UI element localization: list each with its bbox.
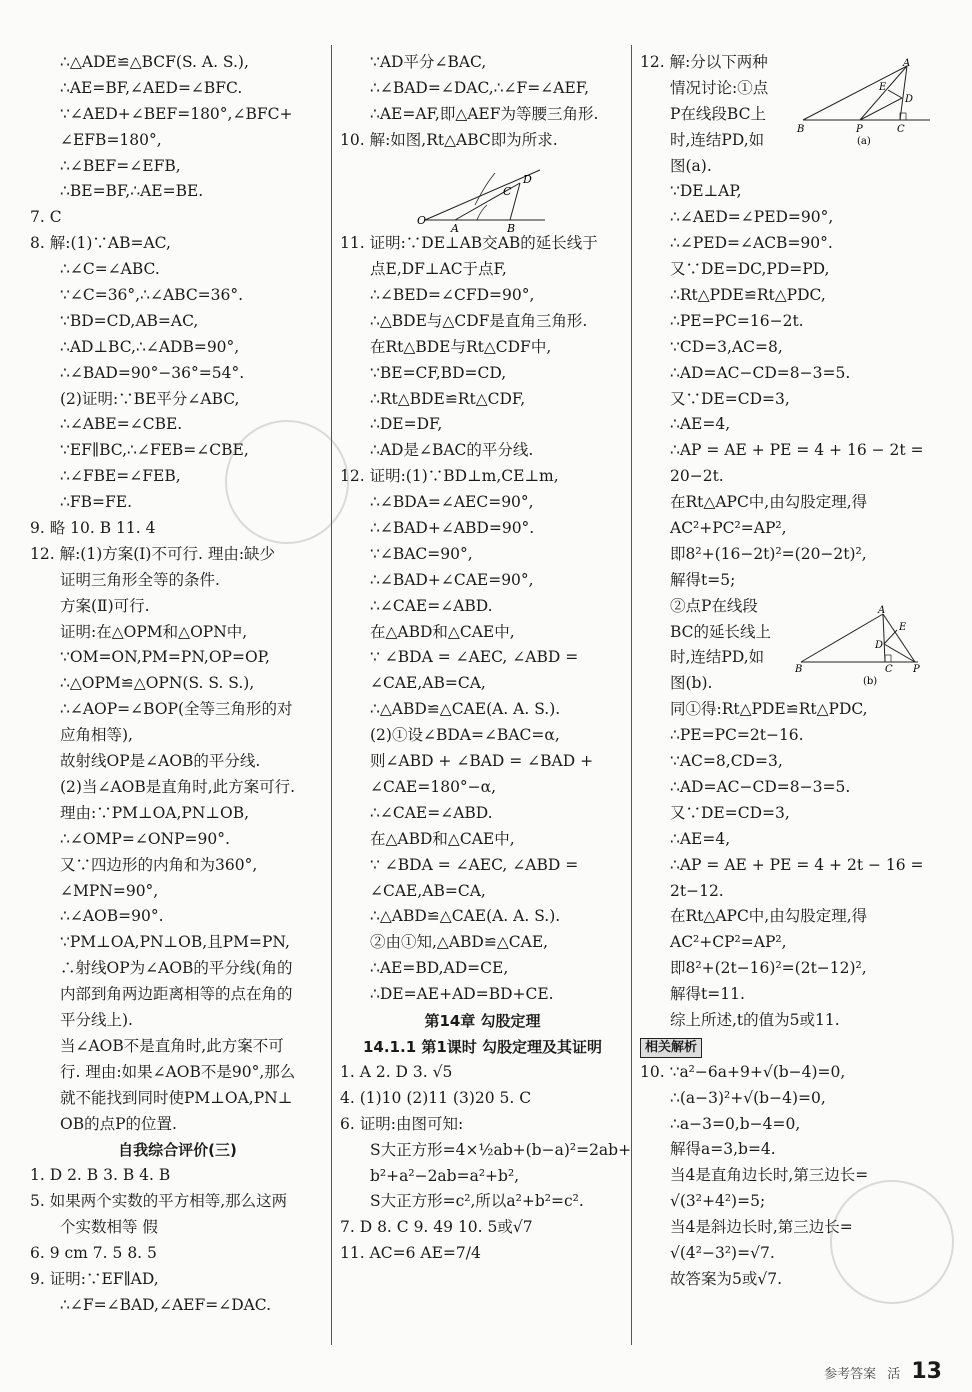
figure-label: P <box>913 664 920 675</box>
answer-line: ∴Rt△PDE≌Rt△PDC, <box>670 286 826 305</box>
footer-label: 参考答案 <box>824 1367 877 1382</box>
answer-line: 11. AC=6 AE=7/4 <box>340 1244 481 1263</box>
answer-line: ∴△ABD≌△CAE(A. A. S.). <box>370 700 561 719</box>
answer-line: ∴AE=AF,即△AEF为等腰三角形. <box>370 104 599 123</box>
answer-line: ∠EFB=180°, <box>60 130 162 149</box>
figure-b <box>793 604 933 690</box>
watermark-stamp <box>225 420 349 544</box>
answer-line: ∴△OPM≌△OPN(S. S. S.), <box>60 674 255 693</box>
answer-line: ∴FB=FE. <box>60 493 132 512</box>
answer-line: 时,连结PD,如 <box>670 648 765 667</box>
answer-line: ∵ ∠BDA = ∠AEC, ∠ABD = <box>370 855 579 874</box>
answer-line: ∴AD=AC−CD=8−3=5. <box>670 777 851 796</box>
answer-line: ∴PE=PC=16−2t. <box>670 311 804 330</box>
answer-line: 又∵四边形的内角和为360°, <box>60 855 258 874</box>
answer-line: AC²+PC²=AP², <box>670 519 787 538</box>
answer-line: 12. 解:分以下两种 <box>640 53 768 71</box>
answer-line: 即8²+(2t−16)²=(2t−12)², <box>670 959 867 978</box>
answer-line: 当4是直角边长时,第三边长= <box>670 1166 869 1185</box>
answer-line: ∵DE⊥AP, <box>670 182 742 201</box>
answer-line: ∵AC=8,CD=3, <box>670 752 783 771</box>
answer-line: 20−2t. <box>670 467 724 486</box>
figure-label: A <box>903 58 911 69</box>
answer-line: 10. ∵a²−6a+9+√(b−4)=0, <box>640 1062 846 1081</box>
answer-line: 个实数相等 假 <box>60 1218 158 1237</box>
answer-line: 解得a=3,b=4. <box>670 1140 776 1159</box>
answer-line: 则∠ABD + ∠BAD = ∠BAD + <box>370 752 594 771</box>
answer-line: ∴∠CAE=∠ABD. <box>370 803 493 822</box>
answer-line: ∴射线OP为∠AOB的平分线(角的 <box>60 959 293 978</box>
answer-line: ∵OM=ON,PM=PN,OP=OP, <box>60 648 270 667</box>
answer-line: ∴(a−3)²+√(b−4)=0, <box>670 1088 826 1107</box>
answer-line: BC的延长线上 <box>670 622 772 641</box>
answer-line: ∴△BDE与△CDF是直角三角形. <box>370 311 588 330</box>
footer-sub: 活 <box>887 1367 901 1382</box>
answer-line: 1. A 2. D 3. √5 <box>340 1062 453 1081</box>
answer-line: 12. 证明:(1)∵BD⊥m,CE⊥m, <box>340 467 559 486</box>
section-tag: 相关解析 <box>640 1038 702 1058</box>
answer-line: 4. (1)10 (2)11 (3)20 5. C <box>340 1088 532 1107</box>
answer-line: S大正方形=4×½ab+(b−a)²=2ab+ <box>370 1140 632 1159</box>
tag-row <box>640 1034 940 1060</box>
answer-line: 行. 理由:如果∠AOB不是90°,那么 <box>60 1062 296 1081</box>
answer-line: ∴PE=PC=2t−16. <box>670 726 804 745</box>
answer-line: ∵CD=3,AC=8, <box>670 337 783 356</box>
answer-line: ∠CAE,AB=CA, <box>370 881 486 900</box>
figure-label: B <box>797 124 805 135</box>
answer-line: S大正方形=c²,所以a²+b²=c². <box>370 1192 584 1211</box>
figure-label: E <box>879 82 887 93</box>
answer-line: ∴∠BEF=∠EFB, <box>60 156 181 175</box>
answer-line: ∵PM⊥OA,PN⊥OB,且PM=PN, <box>60 933 290 952</box>
answer-line: ∴∠OMP=∠ONP=90°. <box>60 829 230 848</box>
answer-line: ∴AE=BD,AD=CE, <box>370 959 509 978</box>
answer-line: (2)证明:∵BE平分∠ABC, <box>60 389 240 408</box>
answer-line: 时,连结PD,如 <box>670 130 765 149</box>
answer-line: (2)当∠AOB是直角时,此方案可行. <box>60 777 296 796</box>
answer-line: ∴AE=BF,∠AED=∠BFC. <box>60 78 243 97</box>
answer-line: 综上所述,t的值为5或11. <box>670 1010 840 1029</box>
figure-label: D <box>523 173 532 186</box>
answer-line: 又∵DE=CD=3, <box>670 803 790 822</box>
answer-line: ∠CAE=180°−α, <box>370 777 497 796</box>
answer-line: 图(a). <box>670 156 712 175</box>
answer-line: ∴Rt△BDE≌Rt△CDF, <box>370 389 526 408</box>
answer-line: 即8²+(16−2t)²=(20−2t)², <box>670 544 867 563</box>
answer-line: ∴DE=DF, <box>370 415 443 434</box>
answer-line: ∵∠C=36°,∴∠ABC=36°. <box>60 286 244 305</box>
answer-line: 当∠AOB不是直角时,此方案不可 <box>60 1036 284 1055</box>
column-divider <box>631 45 632 1345</box>
answer-line: 10. 解:如图,Rt△ABC即为所求. <box>340 130 558 149</box>
answer-line: √(4²−3²)=√7. <box>670 1243 775 1262</box>
answer-line: 点E,DF⊥AC于点F, <box>370 260 507 279</box>
answer-line: √(3²+4²)=5; <box>670 1192 766 1211</box>
answer-line: ∴∠AOP=∠BOP(全等三角形的对 <box>60 700 293 719</box>
figure-label: P <box>856 124 863 135</box>
answer-line: ∴∠C=∠ABC. <box>60 260 160 279</box>
answer-line: (2)①设∠BDA=∠BAC=α, <box>370 726 560 745</box>
answer-line: ∵∠BAC=90°, <box>370 544 473 563</box>
figure-label: B <box>795 664 803 675</box>
answer-line: ∵∠AED+∠BEF=180°,∠BFC+ <box>60 104 293 123</box>
answer-line: 在Rt△BDE与Rt△CDF中, <box>370 337 552 356</box>
answer-line: 1. D 2. B 3. B 4. B <box>30 1166 171 1185</box>
figure-label: C <box>885 664 893 675</box>
answer-line: ∵ ∠BDA = ∠AEC, ∠ABD = <box>370 648 579 667</box>
answer-line: 同①得:Rt△PDE≌Rt△PDC, <box>670 700 868 719</box>
answer-line: ∴∠AED=∠PED=90°, <box>670 208 834 227</box>
answer-line: ②点P在线段 <box>670 596 758 615</box>
answer-line: 解得t=5; <box>670 570 736 589</box>
answer-line: ∴AE=4, <box>670 415 731 434</box>
answer-line: AC²+CP²=AP², <box>670 933 787 952</box>
page-footer <box>824 1359 942 1384</box>
answer-line: 平分线上). <box>60 1010 133 1029</box>
answer-line: OB的点P的位置. <box>60 1114 177 1133</box>
answer-line: ∴AP = AE + PE = 4 + 16 − 2t = <box>670 441 924 460</box>
figure-label: D <box>875 640 884 651</box>
answer-line: 应角相等), <box>60 726 133 745</box>
section-heading: 14.1.1 第1课时 勾股定理及其证明 <box>362 1037 603 1056</box>
answer-line: ∴∠BAD+∠ABD=90°. <box>370 519 535 538</box>
answer-line: 图(b). <box>670 674 713 693</box>
figure-label: O <box>417 214 427 227</box>
answer-line: 在Rt△APC中,由勾股定理,得 <box>670 493 868 512</box>
answer-line: b²+a²−2ab=a²+b², <box>370 1166 520 1185</box>
answer-line: 8. 解:(1)∵AB=AC, <box>30 234 171 253</box>
answer-line: 在Rt△APC中,由勾股定理,得 <box>670 907 868 926</box>
answer-line: 11. 证明:∵DE⊥AB交AB的延长线于 <box>340 234 598 253</box>
answer-line: 就不能找到同时使PM⊥OA,PN⊥ <box>60 1088 293 1107</box>
figure-a <box>795 58 935 150</box>
answer-line: ∴∠BAD=∠DAC,∴∠F=∠AEF, <box>370 78 590 97</box>
answer-line: 7. C <box>30 208 62 227</box>
answer-line: 9. 略 10. B 11. 4 <box>30 519 156 538</box>
answer-line: 证明:在△OPM和△OPN中, <box>60 622 248 641</box>
answer-line: ∴∠ABE=∠CBE. <box>60 415 183 434</box>
answer-line: ∠MPN=90°, <box>60 881 159 900</box>
answer-line: ∴∠BAD=90°−36°=54°. <box>60 363 245 382</box>
figure-caption: (b) <box>863 676 878 687</box>
column-divider <box>331 45 332 1345</box>
figure-label: D <box>905 94 914 105</box>
answer-line: ∴△ABD≌△CAE(A. A. S.). <box>370 907 561 926</box>
answer-line: ∴∠CAE=∠ABD. <box>370 596 493 615</box>
figure-label: E <box>899 622 907 633</box>
answer-line: 5. 如果两个实数的平方相等,那么这两 <box>30 1192 288 1211</box>
figure-label: C <box>503 185 512 198</box>
answer-line: 理由:∵PM⊥OA,PN⊥OB, <box>60 803 250 822</box>
answer-line: ∴AE=4, <box>670 829 731 848</box>
answer-line: ∴a−3=0,b−4=0, <box>670 1114 801 1133</box>
answer-line: ∴DE=AE+AD=BD+CE. <box>370 985 554 1004</box>
answer-line: 在△ABD和△CAE中, <box>370 622 515 641</box>
answer-line: ∴∠BDA=∠AEC=90°, <box>370 493 534 512</box>
answer-line: 方案(Ⅱ)可行. <box>60 596 150 615</box>
answer-line: ∴∠F=∠BAD,∠AEF=∠DAC. <box>60 1295 272 1314</box>
answer-line: ∴BE=BF,∴AE=BE. <box>60 182 204 201</box>
answer-line: 9. 证明:∵EF∥AD, <box>30 1269 159 1288</box>
answer-line: 当4是斜边长时,第三边长= <box>670 1218 853 1237</box>
answer-line: ∴AD⊥BC,∴∠ADB=90°, <box>60 337 240 356</box>
answer-line: ∴AD=AC−CD=8−3=5. <box>670 363 851 382</box>
figure-label: C <box>897 124 905 135</box>
answer-line: 6. 证明:由图可知: <box>340 1114 464 1133</box>
answer-line: ∴△ADE≌△BCF(S. A. S.), <box>60 53 249 71</box>
answer-line: 6. 9 cm 7. 5 8. 5 <box>30 1244 157 1263</box>
answer-line: ∵BE=CF,BD=CD, <box>370 363 507 382</box>
figure-q10-construction <box>415 165 550 235</box>
answer-line: 故射线OP是∠AOB的平分线. <box>60 752 261 771</box>
answer-line: 12. 解:(1)方案(Ⅰ)不可行. 理由:缺少 <box>30 544 276 563</box>
answer-line: 证明三角形全等的条件. <box>60 570 220 589</box>
answer-line: 情况讨论:①点 <box>670 78 769 97</box>
answer-line: 又∵DE=DC,PD=PD, <box>670 260 830 279</box>
answer-column-1 <box>30 50 325 1319</box>
answer-line: 在△ABD和△CAE中, <box>370 829 515 848</box>
answer-line: ∴AD是∠BAC的平分线. <box>370 441 534 460</box>
answer-line: ∴∠AOB=90°. <box>60 907 164 926</box>
answer-line: ∵AD平分∠BAC, <box>370 53 487 71</box>
answer-line: ∴∠BED=∠CFD=90°, <box>370 286 535 305</box>
answer-line: 故答案为5或√7. <box>670 1269 783 1288</box>
answer-line: ②由①知,△ABD≌△CAE, <box>370 933 549 952</box>
section-heading: 自我综合评价(三) <box>118 1141 237 1160</box>
figure-label: B <box>507 222 516 235</box>
figure-label: A <box>878 605 886 616</box>
answer-line: ∵BD=CD,AB=AC, <box>60 311 199 330</box>
figure-label: A <box>451 222 459 235</box>
answer-line: ∴∠PED=∠ACB=90°. <box>670 234 833 253</box>
answer-line: ∵EF∥BC,∴∠FEB=∠CBE, <box>60 441 249 460</box>
answer-line: ∠CAE,AB=CA, <box>370 674 486 693</box>
answer-line: ∴AP = AE + PE = 4 + 2t − 16 = <box>670 855 924 874</box>
answer-line: 2t−12. <box>670 881 724 900</box>
answer-line: 解得t=11. <box>670 985 745 1004</box>
section-heading: 第14章 勾股定理 <box>424 1011 541 1030</box>
answer-line: ∴∠BAD+∠CAE=90°, <box>370 570 534 589</box>
answer-line: P在线段BC上 <box>670 104 766 123</box>
answer-line: 又∵DE=CD=3, <box>670 389 790 408</box>
page-number: 13 <box>911 1359 942 1384</box>
answer-line: 内部到角两边距离相等的点在角的 <box>60 985 293 1004</box>
answer-line: 7. D 8. C 9. 49 10. 5或√7 <box>340 1218 533 1237</box>
answer-line: ∴∠FBE=∠FEB, <box>60 467 181 486</box>
watermark-stamp <box>830 1180 954 1304</box>
figure-caption: (a) <box>857 136 871 147</box>
